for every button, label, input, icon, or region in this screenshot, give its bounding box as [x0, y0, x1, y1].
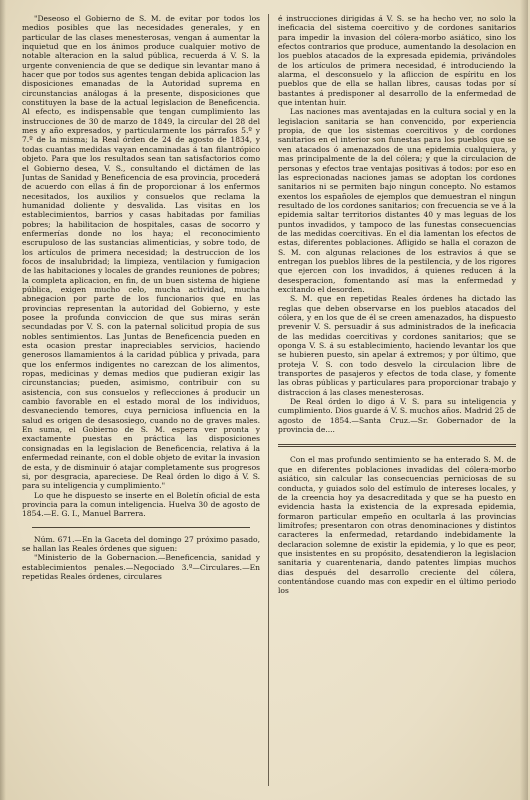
insertion-note: Lo que he dispuesto se inserte en el Boletín oficial de esta provincia para la comun inteligencia. Huelva 30 de agosto de 1854.—E. G. I., Manuel Barrera. — [22, 490, 260, 519]
circular-text: "Deseoso el Gobierno de S. M. de evitar por todos los medios posibles que las necesidades generales, y en particular de las clases menesterosas, vengan á aumentar la inquietud que en los ánimos produce cualquier motivo de notable alteracion en la salud pública, recuerda á V. S. la urgente conveniencia de que se dedique sin levantar mano á hacer que por todos sus agentes tengan debida aplicacion las disposiciones emanadas de la Autoridad suprema en circunstancias análogas á la presente, disposiciones que constituyen la base de la actual legislacion de Beneficencia. Al efecto, es indispensable que tengan cumplimiento las instrucciones de 30 de marzo de 1849, la circular del 28 del mes y año expresados, y particularmente los párrafos 5.º y 7.º de la misma; la Real órden de 24 de agosto de 1834, y todas cuantas medidas vayan encaminadas á tan filantrópico objeto. Para que los resultados sean tan satisfactorios como el Gobierno desea, V. S., consultando el dictámen de las Juntas de Sanidad y Beneficencia de esa provincia, procederá de acuerdo con ellas á fin de proporcionar á los enfermos necesitados, los auxilios y consuelos que reclama la humanidad doliente y desvalida. Las visitas en los establecimientos, barrios y casas habitadas por familias pobres; la habilitacion de hospitales, casas de socorro y enfermerías donde no los haya; el reconocimiento escrupuloso de las sustancias alimenticias, y sobre todo, de los artículos de primera necesidad; la destruccion de los focos de insalubridad; la limpieza, ventilacion y fumigacion de las habitaciones y locales de grandes reuniones de pobres; la completa aplicacion, en fin, de un buen sistema de higiene pública, exigen mucho celo, mucha actividad, mucha abnegacion por parte de los funcionarios que en las provincias representan la autoridad del Gobierno, y este posee la profunda conviccion de que sus miras serán secundadas por V. S. con la paternal solicitud propia de sus nobles sentimientos. Las Juntas de Beneficencia pueden en esta ocasion prestar inapreciables servicios, haciendo generosos llamamientos á la caridad pública y privada, para que los enfermos indigentes no carezcan de los alimentos, ropas, medicinas y demas medios que pudieran exigir las circunstancias; pueden, asimismo, contribuir con su asistencia, con sus consuelos y reflecciones á producir un cambio favorable en el estado moral de los individuos, desvaneciendo temores, cuya perniciosa influencia en la salud es origen de desasosiego, cuando no de graves males. En suma, el Gobierno de S. M. espera ver pronta y exactamente puestas en práctica las disposiciones consignadas en la legislacion de Beneficencia, relativa á la enfermedad reinante, con el doble objeto de evitar la invasion de esta, y de disminuir ó atajar completamente sus progresos si, por desgracia, apareciese. De Real órden lo digo á V. S. para su inteligencia y cumplimiento." — [22, 14, 260, 491]
page-spine-shadow — [0, 0, 6, 800]
continuation-text: é instrucciones dirigidas á V. S. se ha hecho ver, no solo la ineficacia del sistema coercitivo y de cordones sanitarios para impedir la invasion del cólera-morbo asiático, sino los efectos contrarios que produce, aumentando la desolacion en los pueblos atacados de la expresada epidemia, privándoles de los artículos de primera necesidad, é introduciendo la alarma, el desconsuelo y la afliccion de espíritu en los pueblos que de ella se hallan libres, causas todas por sí bastantes á predisponer al desarrollo de la enfermedad de que intentan huir. — [278, 14, 516, 108]
closing-text: De Real órden lo digo á V. S. para su inteligencia y cumplimiento. Dios guarde á V. S. muchos años. Madrid 25 de agosto de 1854.—Santa Cruz.—Sr. Gobernador de la provincia de.... — [278, 397, 516, 435]
ministerio-text: "Ministerio de la Gobernacion.—Beneficencia, sanidad y establecimientos penales.—Negociado 3.º—Circulares.—En repetidas Reales órdenes, circulares — [22, 553, 260, 581]
numero-heading: Núm. 671.—En la Gaceta del domingo 27 próximo pasado, se hallan las Reales órdenes que siguen: — [22, 534, 260, 553]
paragraph-naciones: Las naciones mas aventajadas en la cultura social y en la legislacion sanitaria se han convencido, por experiencia propia, de que los sistemas coercitivos y de cordones sanitarios en el interior son funestas para los pueblos que se ven atacados ó amenazados de una epidemia cualquiera, y mas principalmente de la del cólera; y que la circulacion de personas y efectos trae ventajas positivas á todos: por eso en las esprecionadas naciones jamas se adoptan los cordones sanitarios ni se permiten bajo ningun concepto. No estamos exentos los españoles de ejemplos que demuestran el ningun resultado de los cordones sanitarios; con frecuencia se ve á la epidemia saltar territorios distantes 40 y mas leguas de los puntos invadidos, y tampoco de las funestas consecuencias de las medidas coercitivas. En el dia lamentan los efectos de estas, diferentes poblaciones. Afligido se halla el corazon de S. M. con algunas relaciones de los estravios á que se entregan los pueblos libres de la pestilencia, y de los rigores que ejercen con los invadidos, á quienes reducen á la desesperacion, fomentando así mas la enfermedad y excitando el desorden. — [278, 107, 516, 294]
right-column — [278, 14, 516, 788]
page-edge-shadow — [520, 0, 528, 800]
section-divider — [32, 527, 250, 528]
left-column — [22, 14, 260, 788]
column-rule — [268, 14, 269, 786]
double-divider — [278, 444, 516, 447]
paragraph-reglas: S. M. que en repetidas Reales órdenes ha dictado las reglas que deben observarse en los pueblos atacados del cólera, y en los que de él se creen amenazados, ha dispuesto prevenir V. S. persuadir á sus administrados de la ineficacia de las medidas coercitivas y cordones sanitarios; que se oponga V. S. á su establecimiento, haciendo levantar los que se hubieren puesto, sin apelar á extremos; y por último, que proteja V. S. con todo desvelo la circulacion libre de transportes de pasajeros y efectos de toda clase, y fomente las obras públicas y particulares para proporcionar trabajo y distraccion á las clases menesterosas. — [278, 294, 516, 397]
second-order-text: Con el mas profundo sentimiento se ha enterado S. M. de que en diferentes poblaciones invadidas del cólera-morbo asiático, sin calcular las consecuencias perniciosas de su conducta, y guiados solo del estímulo de intereses locales, y de la creencia hoy ya desacreditada y que se ha puesto en evidencia hasta la existencia de la expresada epidemia, formaron particular empeño en ocultarla á las provincias limítrofes; presentaron con otras denominaciones y distintos caracteres la enfermedad, retardando indebidamente la declaracion solemne de existir la epidemia, y lo que es peor, que insistentes en su propósito, desatendieron la legislacion sanitaria y cuarentenaria, dando patentes limpias muchos dias después del desarrollo creciente del cólera, contentándose cuando mas con expedir en el último periodo los — [278, 455, 516, 596]
